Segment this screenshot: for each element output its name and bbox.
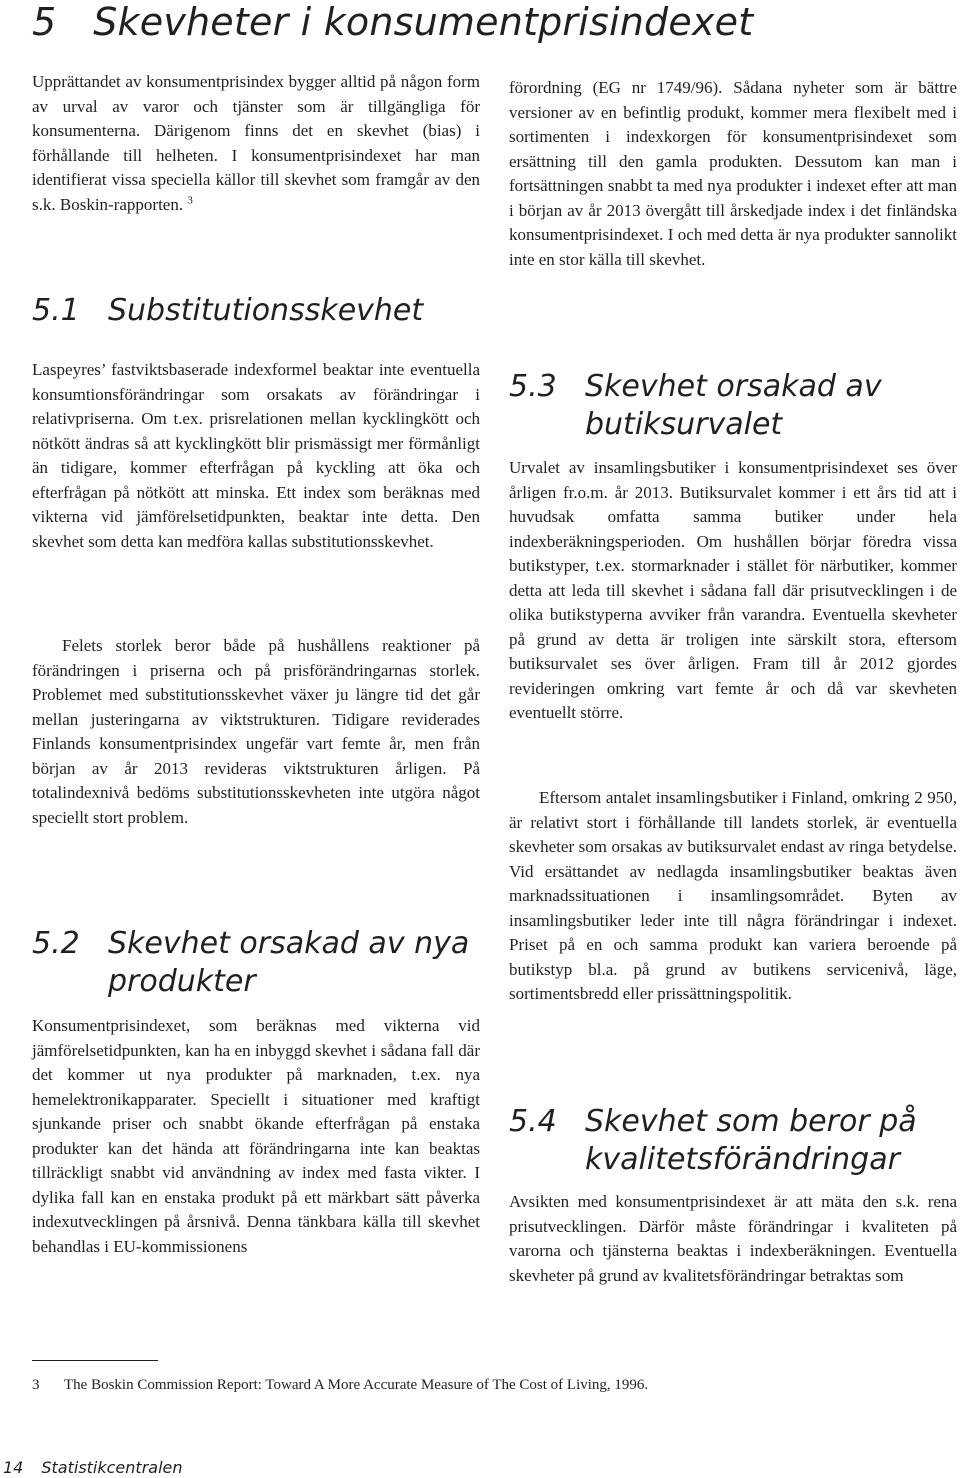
section-5-3-paragraph-1: Urvalet av insamlingsbutiker i konsumentprisindexet ses över årligen fr.o.m. år 2013. Butiksurvalet kommer i ett års tid att i huvudsak omfatta samma butiker under hela indexberäkningsperioden. Om hushållen börjar föredra vissa butikstyper, t.ex. stormarknader i stället för närbutiker, kommer detta att leda till skevhet i sådana fall där prisutvecklingen i de olika butikstyperna avviker från varandra. Eventuella skevheter på grund av detta är troligen inte särskilt stora, eftersom butiksurvalet ses över årligen. Fram till år 2012 gjordes revideringen omkring vart femte år och då var skevheten eventuellt större. [509, 458, 957, 722]
section-5-2-paragraph-left: Konsumentprisindexet, som beräknas med vikterna vid jämförelsetidpunkten, kan ha en inbyggd skevhet i sådana fall där det kommer ut nya produkter på marknaden, t.ex. nya hemelektronikapparater. Speciellt i situationer med kraftigt sjunkande priser och snabbt ökande efterfrågan på enstaka produkter kan det hända att förändringarna inte kan beaktas tillräckligt snabbt vid användning av index med fasta vikter. I dylika fall kan en enstaka produkt på ett märkbart sätt påverka indexutvecklingen på årsnivå. Denna tänkbara källa till skevhet behandlas i EU-kommissionens [32, 1016, 480, 1256]
footnote-reference[interactable]: 3 [187, 193, 193, 206]
chapter-title-text: Skevheter i konsumentprisindexet [93, 0, 754, 44]
section-5-1-paragraph-2: Felets storlek beror både på hushållens reaktioner på förändringen i priserna och på prisförändringarnas storlek. Problemet med substitutionsskevhet växer ju längre tid det går mellan justeringarna av viktstrukturen. Tidigare reviderades Finlands konsumentprisindex ungefär vart femte år, men från början av år 2013 revideras viktstrukturen årligen. På totalindexnivå bedöms substitutionsskevheten inte utgöra något speciellt stort problem. [32, 636, 480, 827]
footnote-text: The Boskin Commission Report: Toward A More Accurate Measure of The Cost of Living, 1996. [64, 1377, 649, 1393]
section-5-4-heading [509, 1103, 957, 1183]
section-number: 5.3 [509, 369, 557, 404]
section-5-4-paragraph-1: Avsikten med konsumentprisindexet är att mäta den s.k. rena prisutvecklingen. Därför måste förändringar i kvaliteten på varorna och tjänsterna beaktas i indexberäkningen. Eventuella skevheter på grund av kvalitetsförändringar betraktas som [509, 1192, 957, 1285]
page-footer [3, 1458, 183, 1478]
section-title: Skevhet som beror på kvalitetsförändringar [585, 1104, 917, 1177]
chapter-title [32, 0, 753, 44]
footnote [32, 1375, 932, 1395]
chapter-number: 5 [32, 0, 57, 44]
section-number: 5.1 [32, 293, 80, 328]
publisher-name: Statistikcentralen [41, 1458, 183, 1477]
section-number: 5.4 [509, 1104, 557, 1139]
footnote-divider [32, 1360, 158, 1361]
section-5-2-heading [32, 925, 480, 1005]
section-5-2-paragraph-right: förordning (EG nr 1749/96). Sådana nyheter som är bättre versioner av en befintlig produkt, kommer mera flexibelt med i sortimenten i indexkorgen för konsumentprisindexet som ersättning till den gamla produkten. Dessutom kan man i fortsättningen snabbt ta med nya produkter i indexet efter att man i början av år 2013 övergått till årskedjade index i det finländska konsumentprisindexet. I och med detta är nya produkter sannolikt inte en stor källa till skevhet. [509, 78, 957, 269]
section-5-3-heading [509, 368, 957, 448]
section-number: 5.2 [32, 926, 80, 961]
section-title: Skevhet orsakad av nya produkter [108, 926, 470, 999]
section-5-1-heading [32, 292, 480, 332]
intro-paragraph: Upprättandet av konsumentprisindex bygger alltid på någon form av urval av varor och tjänster som är tillgängliga för konsumenterna. Därigenom finns det en skevhet (bias) i förhållande till helheten. I konsumentprisindexet har man identifierat vissa speciella källor till skevhet som framgår av den s.k. Boskin-rapporten. $^3$ [32, 72, 480, 214]
page-number: 14 [3, 1458, 24, 1477]
footnote-number: 3 [32, 1377, 40, 1393]
section-title: Skevhet orsakad av butiksurvalet [585, 369, 882, 442]
section-title: Substitutionsskevhet [108, 293, 424, 328]
section-5-1-paragraph-1: Laspeyres’ fastviktsbaserade indexformel beaktar inte eventuella konsumtionsförändringar som orsakats av förändringar i relativpriserna. Om t.ex. prisrelationen mellan kycklingkött och nötkött ändras så att kycklingkött blir prismässigt mer förmånligt än tidigare, kommer efterfrågan på kyckling att öka och efterfrågan på nötkött att minska. Ett index som beräknas med vikterna vid jämförelsetidpunkten, beaktar inte detta. Den skevhet som detta kan medföra kallas substitutionsskevhet. [32, 360, 480, 551]
section-5-3-paragraph-2: Eftersom antalet insamlingsbutiker i Finland, omkring 2 950, är relativt stort i förhållande till landets storlek, är eventuella skevheter som orsakas av butiksurvalet endast av ringa betydelse. Vid ersättandet av nedlagda insamlingsbutiker beaktas även marknadssituationen i insamlingsområdet. Byten av insamlingsbutiker leder inte till några förändringar i indexet. Priset på en och samma produkt kan variera beroende på butikstyp bl.a. på grund av butikens servicenivå, läge, sortimentsbredd eller prissättningspolitik. [509, 788, 957, 1003]
